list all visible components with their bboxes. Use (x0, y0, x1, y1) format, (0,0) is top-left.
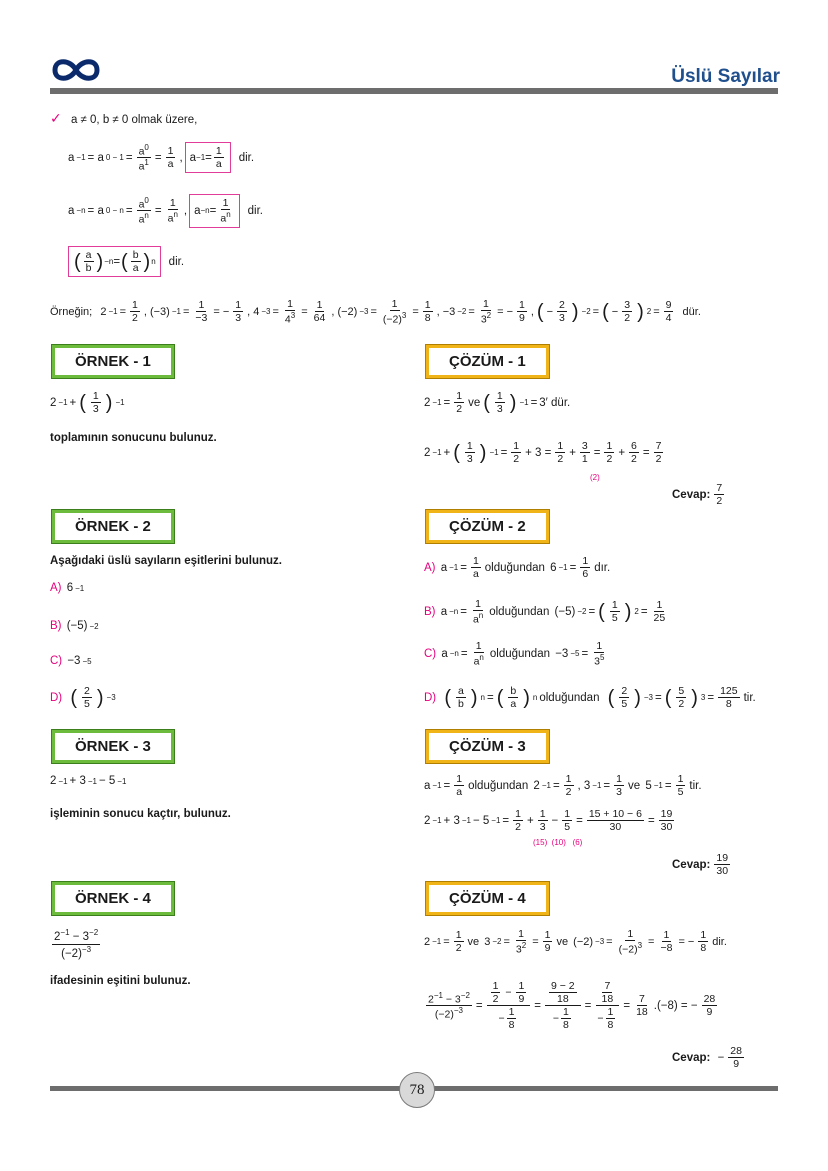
example-3-label: ÖRNEK - 3 (52, 730, 174, 763)
solution-2-a: A) a −1 = 1 a olduğundan 6 −1 = 1 6 dır. (424, 555, 611, 581)
solution-4-line-1: 2 −1 = 1 2 ve 3 −2 = 1 $3^2$ = 1 9 ve (−2) −3 = 1 $(-2)^3$ = 1 −8 = − 1 8 dir. (424, 928, 727, 956)
solution-3-line-2: 2 −1 + 3 −1 − 5 −1 = 1 2 + 1 3 − 1 5 = 15 + 10 − 6 30 = 19 30 (424, 808, 673, 834)
intro-condition: ✓ a ≠ 0, b ≠ 0 olmak üzere, (50, 110, 198, 126)
example-2-option-b: B) (−5) −2 (50, 620, 99, 632)
solution-3-label: ÇÖZÜM - 3 (426, 730, 549, 763)
example-3-expr: 2 −1 + 3 −1 − 5 −1 (50, 775, 127, 787)
solution-1-answer: Cevap: 7 2 (672, 482, 723, 508)
example-3-question: işleminin sonucu kaçtır, bulunuz. (50, 808, 231, 820)
example-2-option-a: A) 6 −1 (50, 582, 85, 594)
solution-3-answer: Cevap: 19 30 (672, 852, 729, 878)
example-4-label: ÖRNEK - 4 (52, 882, 174, 915)
example-4-expr: $2^{-1} - 3^{-2}$ $(-2)^{-3}$ (54, 928, 99, 960)
infinity-logo-icon (50, 54, 102, 86)
solution-3-multipliers: (15) (10) (6) (533, 838, 583, 847)
rule-3-box: ( a b ) −n = ( b a ) n (68, 246, 161, 277)
example-1-label: ÖRNEK - 1 (52, 345, 174, 378)
example-2-option-d: D) ( 2 5 ) −3 (50, 685, 116, 711)
solution-2-b: B) a −n = 1 $a^n$ olduğundan (−5) −2 = ( 1 5 ) 2 = 1 25 (424, 598, 666, 626)
solution-2-c: C) a −n = 1 $a^n$ olduğundan −3 −5 = 1 $3^5$ (424, 640, 605, 668)
example-2-option-c: C) −3 −5 (50, 655, 92, 667)
solution-1-label: ÇÖZÜM - 1 (426, 345, 549, 378)
example-2-label: ÖRNEK - 2 (52, 510, 174, 543)
example-1-question: toplamının sonucunu bulunuz. (50, 432, 217, 444)
solution-1-line-1: 2 −1 = 1 2 ve ( 1 3 ) −1 = 3′ dür. (424, 390, 571, 416)
rule-2-box: a −n = 1 $a^n$ (189, 194, 240, 228)
examples-line: Örneğin; 2 −1 = 1 2 , (−3) −1 = 1 −3 = − 1 3 , 4 −3 = 1 $4^3$ = 1 64 , (−2) −3 = 1 $(-2)^3$ = 1 8 , −3 −2 = 1 $3^2$ = − 1 9 , ( − 2 3 ) −2 = ( − 3 2 ) 2 = 9 4 dür. (50, 298, 701, 326)
page-number: 78 (399, 1072, 435, 1108)
page-title: Üslü Sayılar (671, 66, 780, 87)
solution-4-answer: Cevap: − $\frac{28}{9}$ (672, 1045, 742, 1071)
check-icon: ✓ (50, 110, 62, 126)
rule-3: ( a b ) −n = ( b a ) n dir. (68, 246, 184, 277)
solution-1-multiplier: (2) (590, 473, 600, 482)
solution-1-line-2: 2 −1 + ( 1 3 ) −1 = 1 2 + 3 = 1 2 + 3 1 = 1 2 + 6 2 = 7 2 (424, 440, 662, 466)
rule-2: a −n = a 0 − n = $a^0$ $a^n$ = 1 $a^n$ , a −n = 1 $a^n$ dir. (68, 195, 263, 226)
solution-4-line-2: $2^{-1} - 3^{-2}$ $(-2)^{-3}$ = $\frac{1}{2}$ − $\frac{1}{9}$ − $\frac{1}{8}$ = $\frac{9 - 2}{18}$ − $\frac{1}{8}$ = $\frac{7}{18}$ − $\frac{1}{8}$ = 7 18 .(−8) = − 28 9 (428, 980, 716, 1032)
solution-3-line-1: a −1 = 1 a olduğundan 2 −1 = 1 2 , 3 −1 = 1 3 ve 5 −1 = 1 5 tir. (424, 773, 702, 799)
header-divider (50, 88, 778, 94)
rule-1: a −1 = a 0 − 1 = $a^0$ $a^1$ = 1 a , a −1 = 1 a dir. (68, 142, 255, 173)
rule-1-box: a −1 = 1 a (185, 142, 231, 173)
example-1-expr: 2 −1 + ( 1 3 ) −1 (50, 390, 125, 416)
example-2-question: Aşağıdaki üslü sayıların eşitlerini bulunuz. (50, 555, 282, 567)
example-4-question: ifadesinin eşitini bulunuz. (50, 975, 191, 987)
solution-2-d: D) ( a b ) n = ( b a ) n olduğundan ( 2 5 ) −3 = ( 5 2 ) 3 = 125 8 tir. (424, 685, 756, 711)
solution-2-label: ÇÖZÜM - 2 (426, 510, 549, 543)
solution-4-label: ÇÖZÜM - 4 (426, 882, 549, 915)
